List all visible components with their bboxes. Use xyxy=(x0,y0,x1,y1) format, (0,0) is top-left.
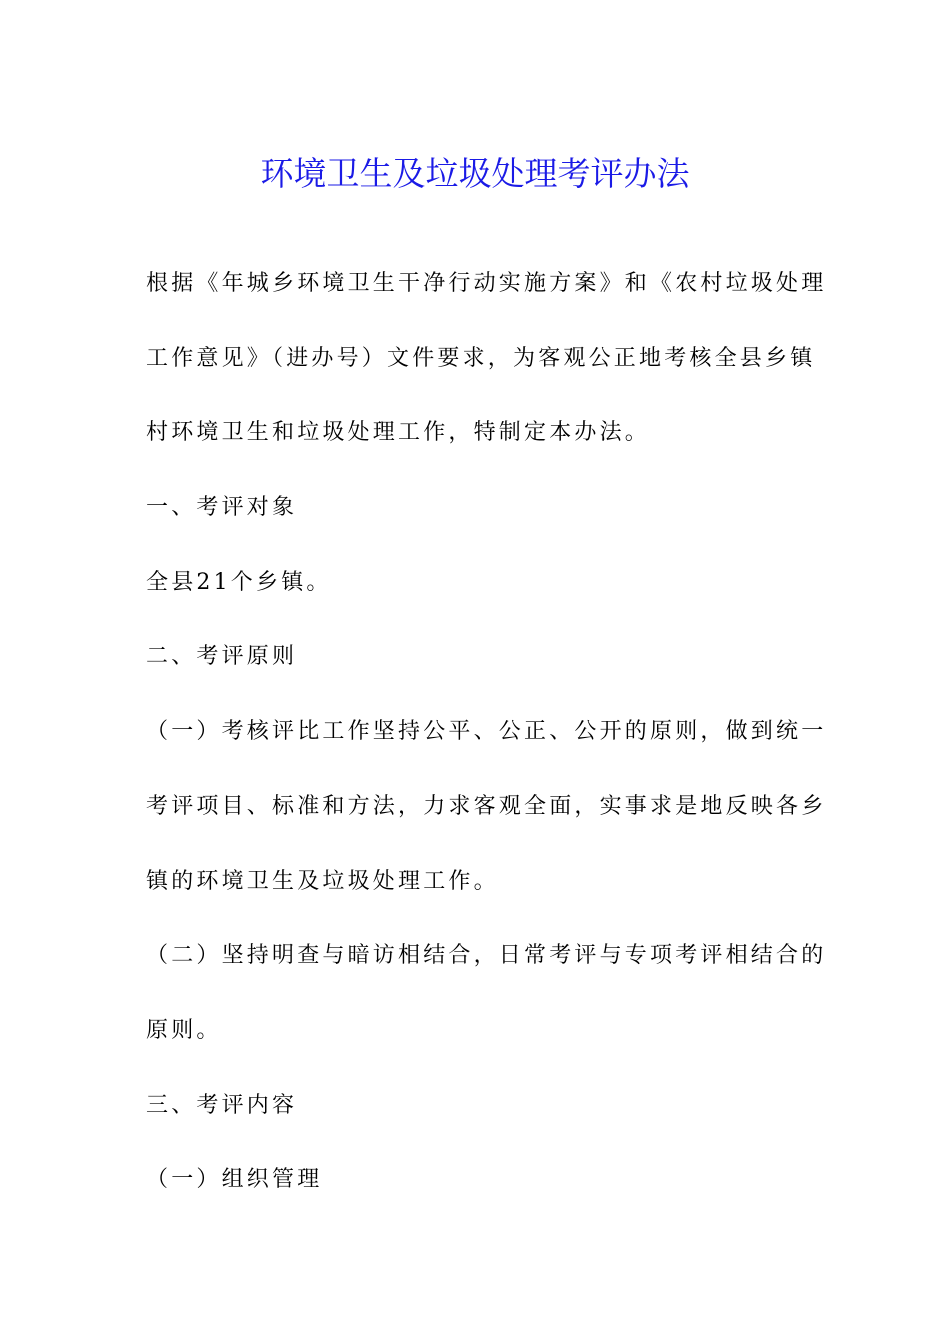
paragraph-line: （二）坚持明查与暗访相结合，日常考评与专项考评相结合的 xyxy=(146,943,827,969)
section-heading: 一、考评对象 xyxy=(146,495,298,521)
document-body xyxy=(146,262,827,1233)
paragraph-line: 全县21个乡镇。 xyxy=(146,569,332,595)
section-heading: 二、考评原则 xyxy=(146,644,298,670)
paragraph-line: 镇的环境卫生及垃圾处理工作。 xyxy=(146,868,499,894)
paragraph-line: 村环境卫生和垃圾处理工作，特制定本办法。 xyxy=(146,420,651,446)
paragraph-line: （一）考核评比工作坚持公平、公正、公开的原则，做到统一 xyxy=(146,719,827,745)
paragraph-line: 工作意见》（进办号）文件要求，为客观公正地考核全县乡镇 xyxy=(146,345,816,371)
paragraph-line: 考评项目、标准和方法，力求客观全面，实事求是地反映各乡 xyxy=(146,793,827,819)
paragraph-line: 根据《年城乡环境卫生干净行动实施方案》和《农村垃圾处理 xyxy=(146,271,827,296)
paragraph-line: 原则。 xyxy=(146,1017,222,1043)
section-heading: 三、考评内容 xyxy=(146,1092,298,1118)
document-title: 环境卫生及垃圾处理考评办法 xyxy=(260,154,690,194)
subsection-heading: （一）组织管理 xyxy=(146,1167,323,1193)
